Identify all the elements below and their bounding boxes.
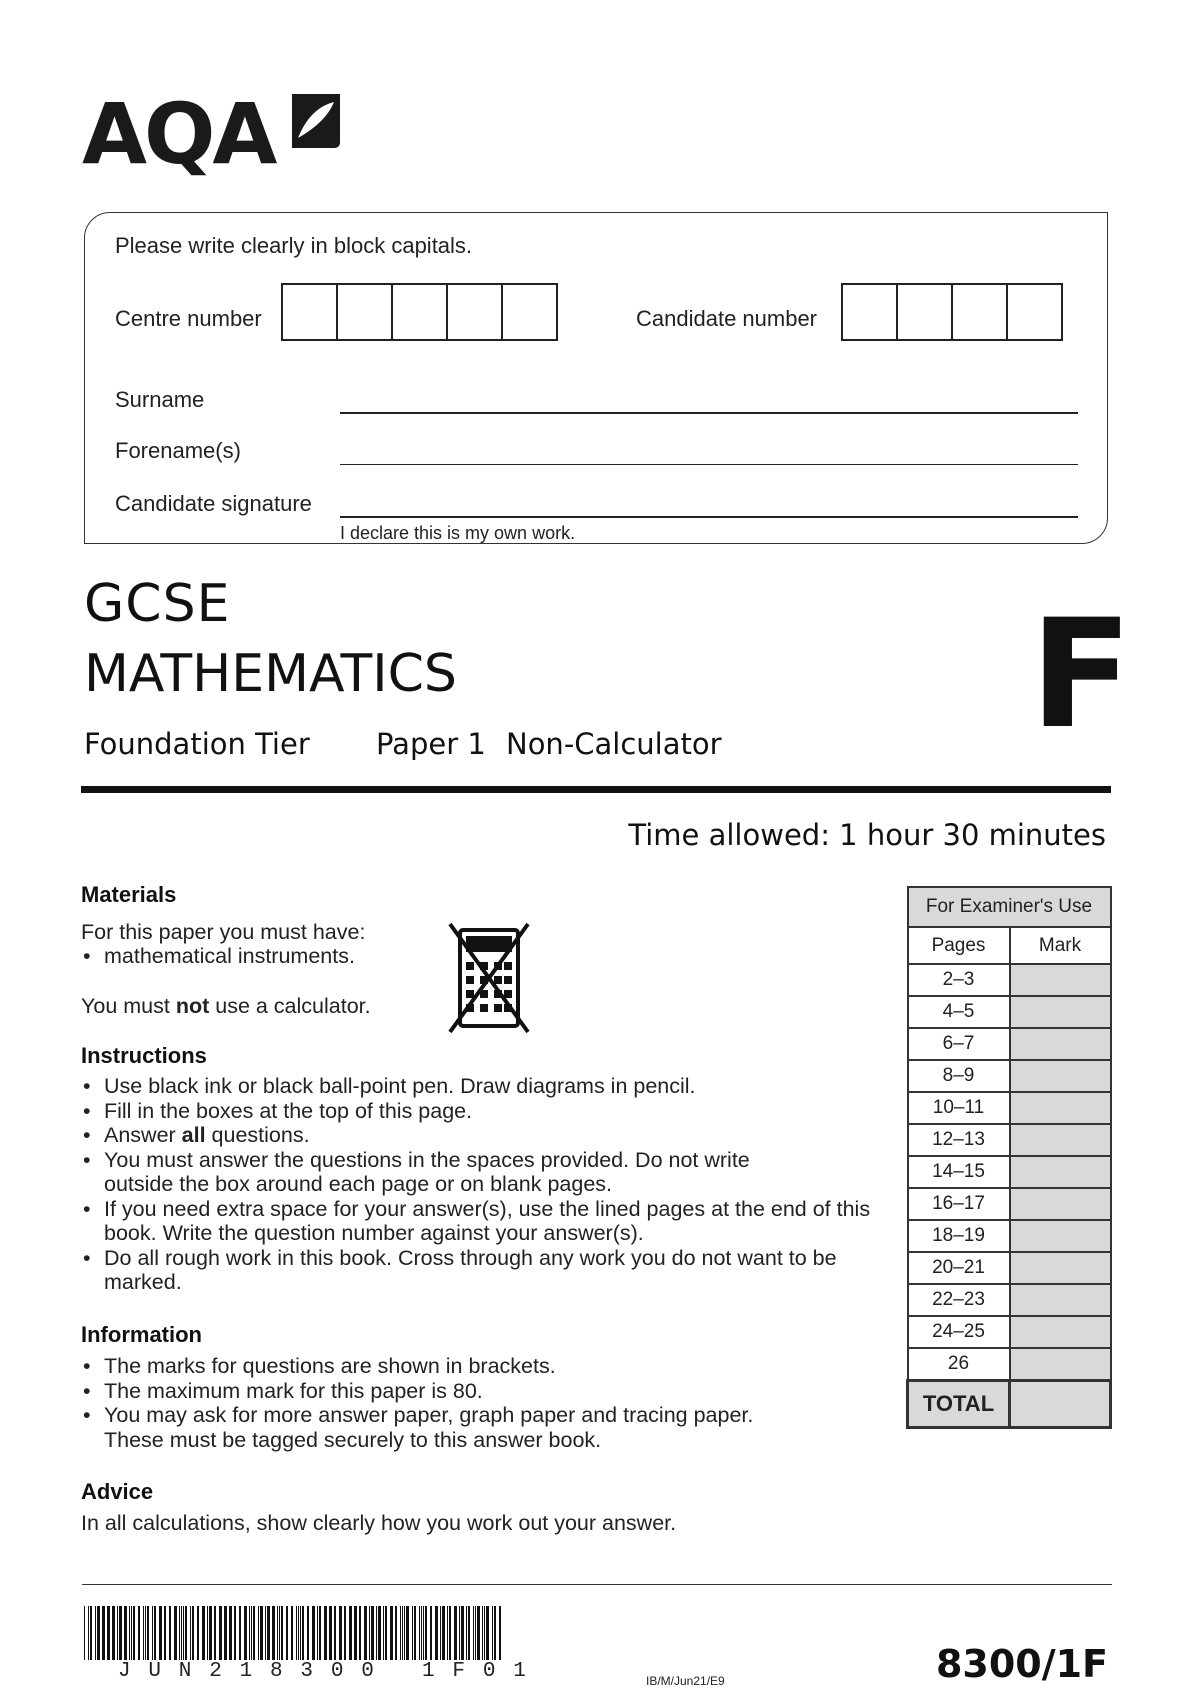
pages-cell: 24–25 [908, 1316, 1010, 1348]
mark-cell [1010, 1028, 1111, 1060]
barcode-bar [459, 1606, 460, 1660]
mark-column-header: Mark [1010, 927, 1111, 964]
instruction-item: • If you need extra space for your answer(s), use the lined pages at the end of this book. Write the question number against your answer(s). [81, 1197, 871, 1246]
barcode-bar [359, 1606, 361, 1660]
barcode-bar [425, 1606, 427, 1660]
mark-cell [1010, 1156, 1111, 1188]
barcode-bar [499, 1606, 501, 1660]
forename-label: Forename(s) [115, 438, 241, 463]
materials-list [81, 944, 355, 969]
barcode-bar [265, 1606, 266, 1660]
mark-cell [1010, 1060, 1111, 1092]
barcode-bar [298, 1606, 299, 1660]
footer-divider [82, 1584, 1112, 1585]
examiner-table-row [908, 1124, 1111, 1156]
candidate-number-label: Candidate number [636, 306, 818, 331]
barcode-bar [143, 1606, 144, 1660]
barcode-bar [84, 1606, 85, 1660]
barcode-bar [369, 1606, 370, 1660]
materials-item: • mathematical instruments. [81, 944, 355, 969]
pages-cell: 4–5 [908, 996, 1010, 1028]
mark-cell [1010, 1124, 1111, 1156]
barcode-bar [239, 1606, 241, 1660]
barcode-bar [468, 1606, 470, 1660]
header-divider [81, 786, 1111, 793]
mark-cell [1010, 1092, 1111, 1124]
barcode-bar [258, 1606, 259, 1660]
mark-cell [1010, 1316, 1111, 1348]
candidate-digit-box[interactable] [896, 283, 953, 341]
qualification-title: GCSE [84, 574, 231, 634]
barcode-bar [90, 1606, 92, 1660]
total-label: TOTAL [908, 1381, 1010, 1428]
examiner-table-title: For Examiner's Use [908, 887, 1111, 927]
pages-cell: 26 [908, 1348, 1010, 1381]
barcode-bar [174, 1606, 177, 1660]
examiner-table-row [908, 1060, 1111, 1092]
barcode-bar [454, 1606, 457, 1660]
barcode-bar [385, 1606, 387, 1660]
pages-cell: 12–13 [908, 1124, 1010, 1156]
barcode-bar [449, 1606, 451, 1660]
examiner-table-row [908, 1284, 1111, 1316]
barcode-bar [378, 1606, 381, 1660]
barcode-bar [482, 1606, 483, 1660]
barcode-bar [414, 1606, 416, 1660]
pages-cell: 6–7 [908, 1028, 1010, 1060]
materials-intro: For this paper you must have: [81, 920, 366, 944]
paper-reference: IB/M/Jun21/E9 [646, 1674, 725, 1688]
pages-cell: 10–11 [908, 1092, 1010, 1124]
barcode-bar [214, 1606, 216, 1660]
barcode-bar [253, 1606, 255, 1660]
tier-letter: F [1030, 588, 1133, 762]
calculator-rule: You must not use a calculator. [81, 994, 371, 1018]
information-item: • The maximum mark for this paper is 80. [81, 1379, 801, 1404]
examiner-table-row [908, 1028, 1111, 1060]
surname-label: Surname [115, 387, 205, 412]
barcode-bar [334, 1606, 336, 1660]
examiner-table-row [908, 964, 1111, 996]
barcode-bar [435, 1606, 438, 1660]
subject-title: MATHEMATICS [84, 644, 457, 704]
examiner-table-row [908, 1348, 1111, 1381]
barcode-bar [152, 1606, 153, 1660]
barcode-bar [329, 1606, 332, 1660]
barcode-bar [119, 1606, 122, 1660]
barcode-bar [209, 1606, 212, 1660]
instruction-item: • Fill in the boxes at the top of this page. [81, 1099, 871, 1124]
barcode-bar [383, 1606, 384, 1660]
mark-cell [1010, 996, 1111, 1028]
barcode-bar [97, 1606, 100, 1660]
examiner-table-row [908, 1156, 1111, 1188]
barcode-bar [339, 1606, 342, 1660]
barcode-bar [202, 1606, 205, 1660]
paper-code: 8300/1F [935, 1642, 1108, 1686]
barcode-bar [371, 1606, 374, 1660]
centre-number-boxes[interactable] [283, 283, 558, 341]
barcode-bar [312, 1606, 315, 1660]
information-item: • You may ask for more answer paper, graph paper and tracing paper. These must be tagged securely to this answer book. [81, 1403, 794, 1452]
barcode-bar [107, 1606, 110, 1660]
barcode-bar [440, 1606, 441, 1660]
pages-cell: 18–19 [908, 1220, 1010, 1252]
barcode-bar [296, 1606, 297, 1660]
barcode-bar [234, 1606, 236, 1660]
barcode-bar [207, 1606, 208, 1660]
examiner-table-row [908, 1220, 1111, 1252]
candidate-number-boxes[interactable] [843, 283, 1063, 341]
materials-heading: Materials [81, 882, 177, 907]
barcode-text: JUN218300 1F01 [118, 1660, 544, 1683]
barcode-bar [133, 1606, 135, 1660]
signature-label: Candidate signature [115, 491, 312, 516]
pages-cell: 14–15 [908, 1156, 1010, 1188]
instructions-heading: Instructions [81, 1043, 207, 1068]
barcode-bar [154, 1606, 156, 1660]
candidate-digit-box[interactable] [951, 283, 1008, 341]
centre-digit-box[interactable] [281, 283, 338, 341]
barcode-bar [138, 1606, 140, 1660]
barcode-bar [400, 1606, 401, 1660]
barcode-bar [442, 1606, 445, 1660]
total-mark-cell [1010, 1381, 1111, 1428]
barcode-bar [277, 1606, 278, 1660]
barcode-bar [421, 1606, 422, 1660]
barcode-bar [197, 1606, 199, 1660]
signature-line[interactable] [340, 516, 1078, 518]
instructions-list [81, 1074, 871, 1295]
examiner-table-row [908, 1316, 1111, 1348]
barcode-bar [447, 1606, 448, 1660]
barcode-bar [344, 1606, 346, 1660]
paper-number: Paper 1 [376, 727, 486, 761]
barcode-bar [302, 1606, 304, 1660]
pages-cell: 20–21 [908, 1252, 1010, 1284]
barcode-bar [376, 1606, 377, 1660]
examiner-table-row [908, 1188, 1111, 1220]
barcode-bar [219, 1606, 222, 1660]
pages-cell: 2–3 [908, 964, 1010, 996]
candidate-digit-box[interactable] [1006, 283, 1063, 341]
advice-heading: Advice [81, 1479, 154, 1504]
time-allowed: Time allowed: 1 hour 30 minutes [628, 818, 1106, 852]
barcode-bar [317, 1606, 318, 1660]
barcode-bar [477, 1606, 480, 1660]
barcode-bar [281, 1606, 283, 1660]
information-heading: Information [81, 1322, 202, 1347]
barcode-bar [419, 1606, 420, 1660]
candidate-digit-box[interactable] [841, 283, 898, 341]
mark-cell [1010, 964, 1111, 996]
barcode-bar [260, 1606, 263, 1660]
barcode-bar [412, 1606, 413, 1660]
advice-text: In all calculations, show clearly how you work out your answer. [81, 1511, 677, 1535]
pages-cell: 8–9 [908, 1060, 1010, 1092]
barcode-bar [291, 1606, 293, 1660]
barcode-bar [267, 1606, 270, 1660]
barcode-bar [423, 1606, 424, 1660]
barcode-bar [300, 1606, 301, 1660]
barcode-bar [349, 1606, 352, 1660]
instruction-item: • Use black ink or black ball-point pen. Draw diagrams in pencil. [81, 1074, 871, 1099]
barcode-bar [484, 1606, 485, 1660]
barcode-bar [395, 1606, 397, 1660]
barcode-bar [466, 1606, 467, 1660]
barcode-bar [185, 1606, 187, 1660]
barcode-bar [192, 1606, 194, 1660]
barcode-bar [145, 1606, 146, 1660]
examiner-table-row [908, 996, 1111, 1028]
examiner-table-row [908, 1252, 1111, 1284]
barcode-bar [181, 1606, 182, 1660]
barcode-bar [164, 1606, 166, 1660]
barcode-bar [147, 1606, 149, 1660]
barcode-bar [390, 1606, 393, 1660]
barcode-bar [461, 1606, 464, 1660]
barcode-bar [183, 1606, 184, 1660]
barcode-bar [486, 1606, 489, 1660]
barcode-bar [169, 1606, 171, 1660]
barcode-bar [117, 1606, 118, 1660]
barcode-bar [129, 1606, 130, 1660]
barcode-bar [404, 1606, 405, 1660]
centre-digit-box[interactable] [446, 283, 503, 341]
mark-cell [1010, 1220, 1111, 1252]
mark-cell [1010, 1188, 1111, 1220]
centre-digit-box[interactable] [391, 283, 448, 341]
barcode-bar [190, 1606, 191, 1660]
barcode-bar [494, 1606, 496, 1660]
information-item: • The marks for questions are shown in brackets. [81, 1354, 801, 1379]
mark-cell [1010, 1284, 1111, 1316]
centre-number-label: Centre number [115, 306, 262, 331]
barcode-bar [492, 1606, 493, 1660]
centre-digit-box[interactable] [336, 283, 393, 341]
barcode-bar [251, 1606, 252, 1660]
block-capitals-instruction: Please write clearly in block capitals. [115, 233, 473, 258]
mark-cell [1010, 1348, 1111, 1381]
instruction-item-answer-all: • Answer all questions. [81, 1123, 871, 1148]
barcode-bar [88, 1606, 89, 1660]
barcode-bar [473, 1606, 474, 1660]
pages-cell: 16–17 [908, 1188, 1010, 1220]
examiner-table-row [908, 1092, 1111, 1124]
barcode-bar [229, 1606, 232, 1660]
barcode-bar [95, 1606, 96, 1660]
pages-cell: 22–23 [908, 1284, 1010, 1316]
barcode-bar [102, 1606, 105, 1660]
paper-type: Non-Calculator [506, 727, 722, 761]
barcode-bar [112, 1606, 115, 1660]
surname-line[interactable] [340, 412, 1078, 414]
barcode-bar [475, 1606, 476, 1660]
pages-column-header: Pages [908, 927, 1010, 964]
barcode-bar [402, 1606, 403, 1660]
barcode-bar [249, 1606, 250, 1660]
no-calculator-icon [446, 922, 532, 1034]
barcode-bar [272, 1606, 275, 1660]
barcode-bar [307, 1606, 309, 1660]
barcode-bar [244, 1606, 247, 1660]
barcode-bar [364, 1606, 367, 1660]
declaration-text: I declare this is my own work. [340, 523, 576, 543]
barcode-bar [354, 1606, 357, 1660]
centre-digit-box[interactable] [501, 283, 558, 341]
forename-line[interactable] [340, 464, 1078, 465]
examiner-use-table [906, 886, 1112, 1429]
mark-cell [1010, 1252, 1111, 1284]
information-list [81, 1354, 801, 1452]
aqa-logo-text: AQA [82, 85, 275, 183]
barcode-bar [159, 1606, 162, 1660]
barcode-bar [224, 1606, 227, 1660]
barcode-icon [84, 1606, 502, 1660]
instruction-item: • Do all rough work in this book. Cross through any work you do not want to be marked. [81, 1246, 874, 1295]
barcode-bar [430, 1606, 432, 1660]
barcode-bar [279, 1606, 280, 1660]
barcode-bar [319, 1606, 321, 1660]
tier-label: Foundation Tier [84, 727, 310, 761]
aqa-logo-mark-icon [284, 92, 344, 152]
barcode-bar [286, 1606, 288, 1660]
barcode-bar [324, 1606, 327, 1660]
barcode-bar [406, 1606, 409, 1660]
barcode-bar [131, 1606, 132, 1660]
barcode-bar [124, 1606, 127, 1660]
barcode-bar [179, 1606, 180, 1660]
instruction-item: • You must answer the questions in the spaces provided. Do not write outside the box around each page or on blank pages. [81, 1148, 804, 1197]
